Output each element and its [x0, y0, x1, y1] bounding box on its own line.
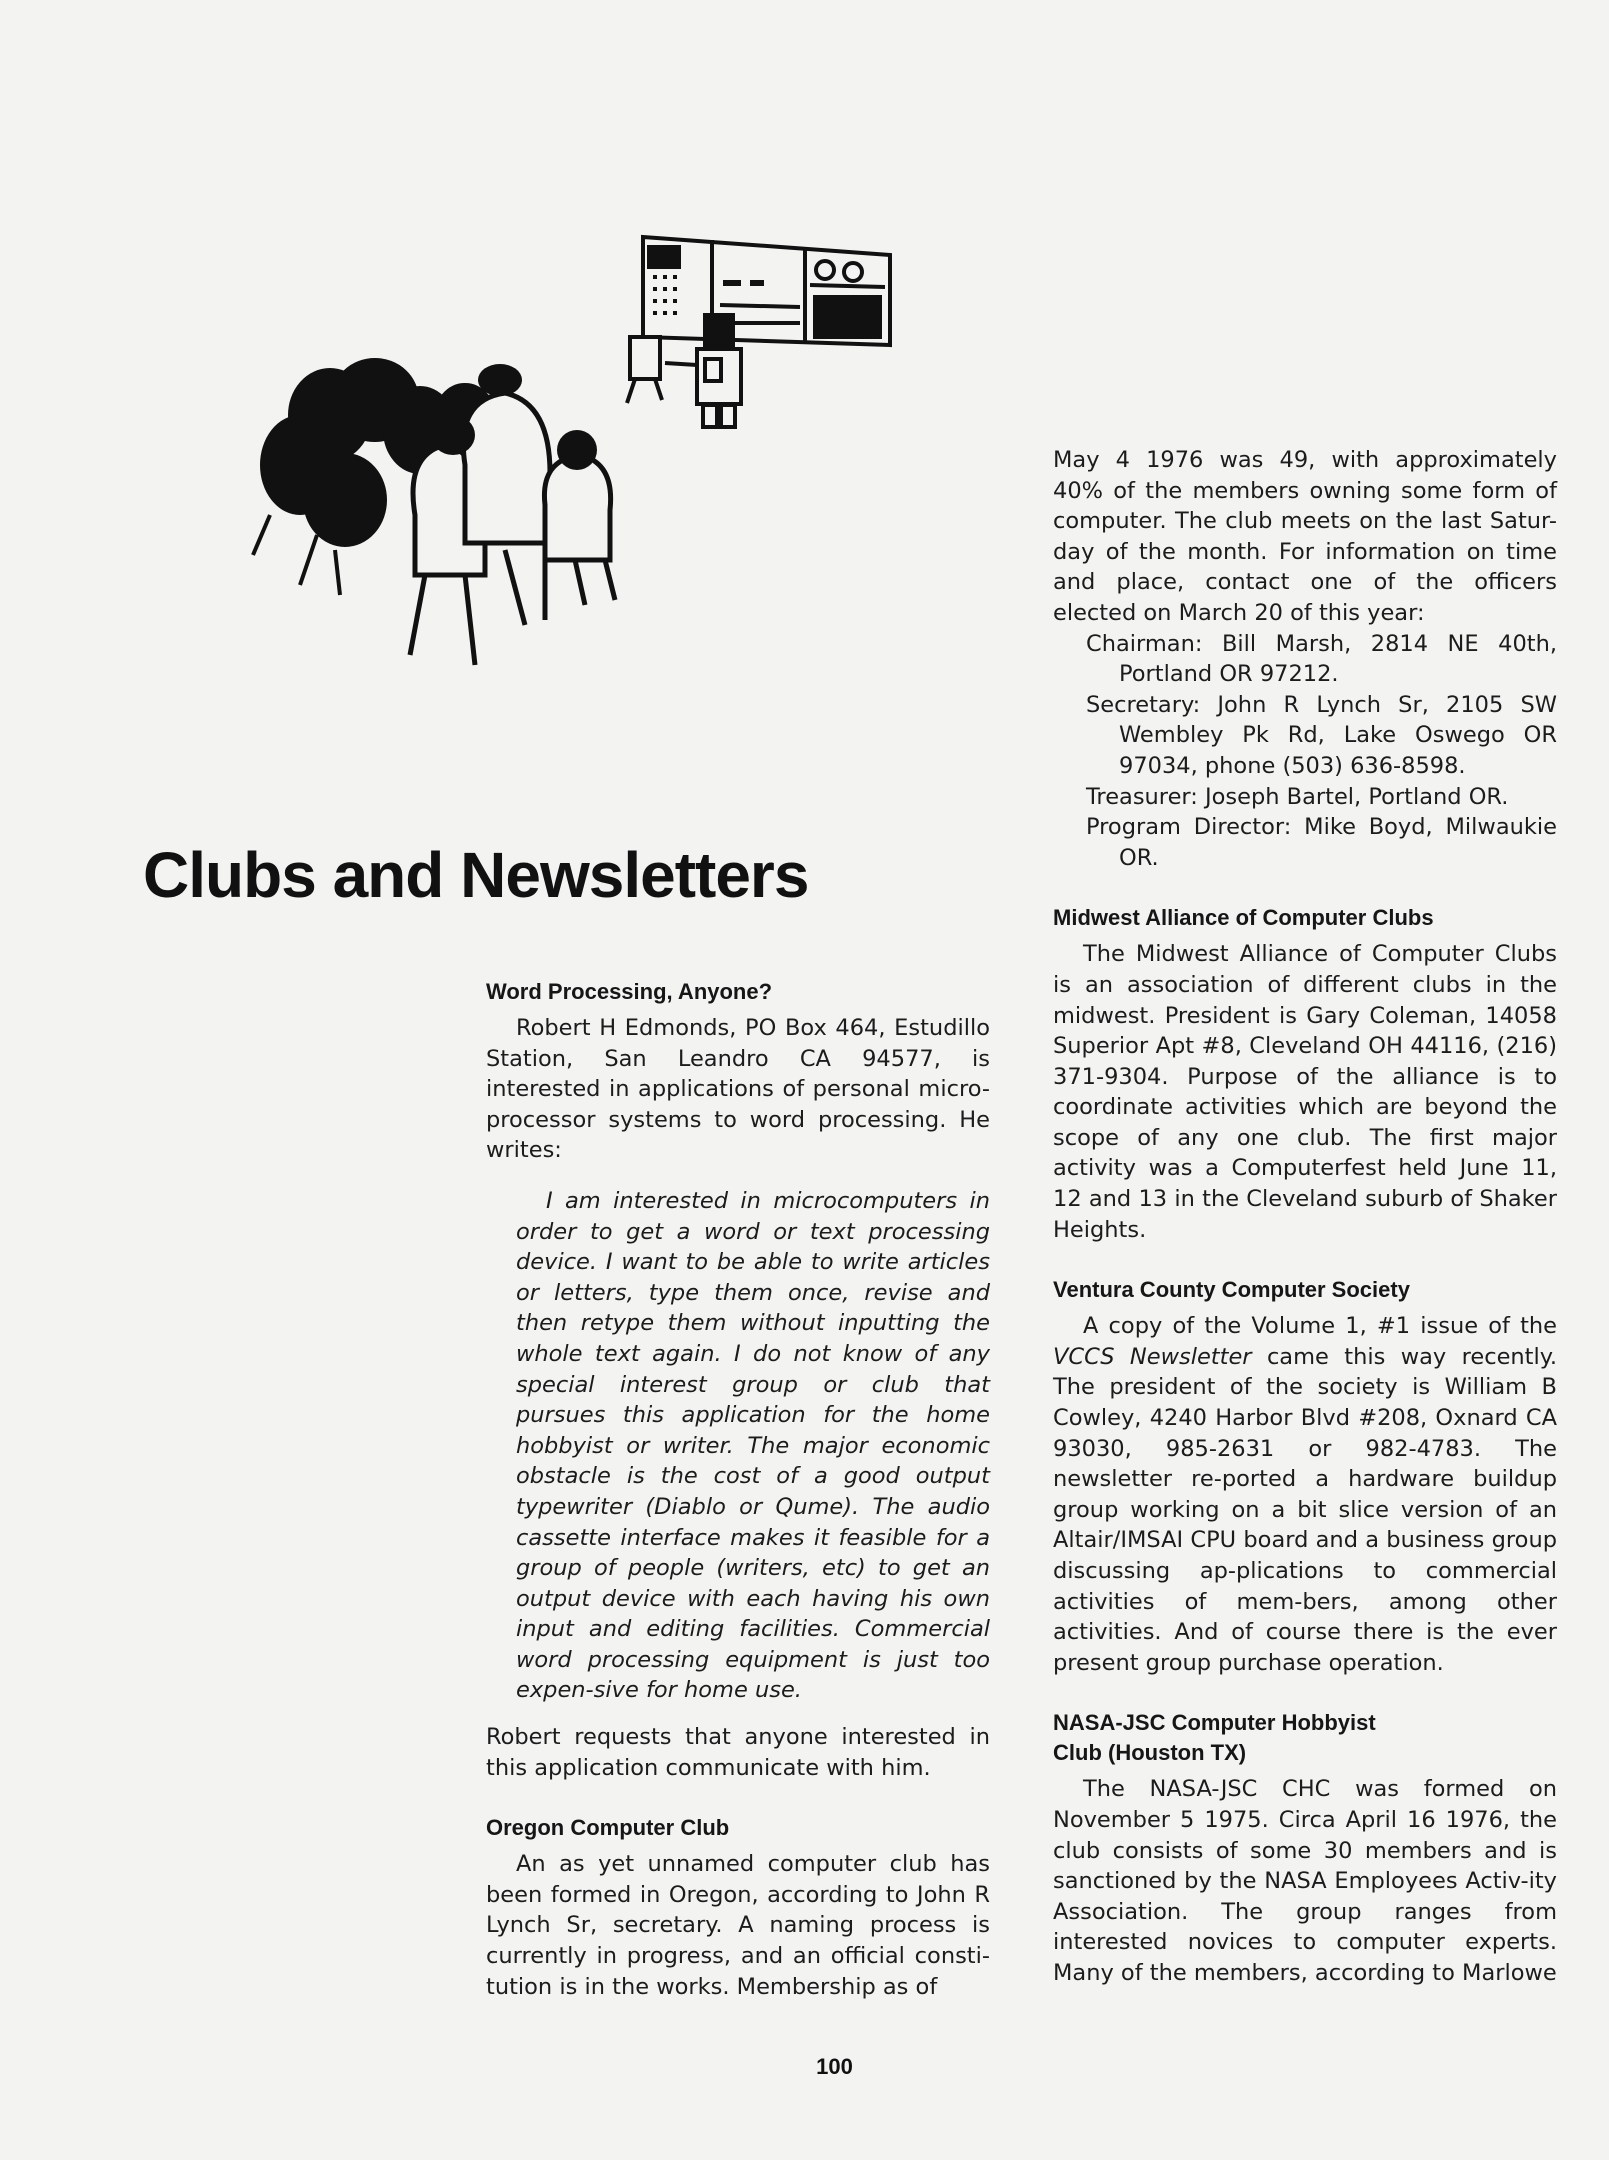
article-paragraph: Robert requests that anyone interested in this application communicate with him. — [486, 1724, 990, 1781]
officer-details: Joseph Bartel, Portland OR. — [1205, 783, 1509, 810]
article-ventura-county — [1053, 1275, 1557, 1678]
article-paragraph: Robert H Edmonds, PO Box 464, Estudillo Station, San Leandro CA 94577, is interested in applications of personal micro-processor systems to word processing. He writes: — [486, 1015, 990, 1164]
article-paragraph: An as yet unnamed computer club has been formed in Oregon, according to John R Lynch Sr, secretary. A naming process is currently in progress, and an official consti-tution is in the works. Membership as of — [486, 1851, 990, 2000]
article-nasa-jsc — [1053, 1708, 1557, 1988]
robot-presentation-illustration — [225, 225, 895, 795]
article-paragraph — [1053, 1311, 1557, 1678]
block-quote: I am interested in microcomputers in order to get a word or text processing device. I want to be able to write articles or letters, type them once, revise and then retype them without inputting the whole text again. I do not know of any special interest group or club that pursues this application for the home hobbyist or writer. The major economic obstacle is the cost of a good output typewriter (Diablo or Qume). The audio cassette interface makes it feasible for a group of people (writers, etc) to get an output device with each having his own input and editing facilities. Commercial word processing equipment is just too expen-sive for home use. — [516, 1187, 990, 1704]
article-oregon-continued — [1053, 445, 1557, 873]
officer-entry — [1053, 629, 1557, 690]
right-column — [1053, 445, 1557, 2019]
officer-details: John R Lynch Sr, 2105 SW Wembley Pk Rd, Lake Oswego OR 97034, phone (503) 636-8598. — [1119, 691, 1558, 779]
text-span: came this way recently. The president of the society is William B Cowley, 4240 Harbor Blvd #208, Oxnard CA 93030, 985-2631 or 982-4783. The newsletter re-ported a hardware buildup group working on a bit slice version of an Altair/IMSAI CPU board and a business group discussing ap-plications to commercial activities of mem-bers, among other activities. And of course there is the ever present group purchase operation. — [1053, 1343, 1558, 1676]
page-title: Clubs and Newsletters — [143, 839, 809, 911]
article-word-processing — [486, 977, 990, 1783]
computer-panel-icon — [643, 237, 890, 345]
article-midwest-alliance — [1053, 903, 1557, 1245]
officer-entry — [1053, 782, 1557, 813]
section-heading: Ventura County Computer Society — [1053, 1277, 1410, 1303]
section-heading: Oregon Computer Club — [486, 1815, 730, 1841]
heading-line: Club (Houston TX) — [1053, 1740, 1247, 1766]
article-paragraph: The NASA-JSC CHC was formed on November 5 1975. Circa April 16 1976, the club consists of some 30 members and is sanctioned by the NASA Employees Activ-ity Association. The group ranges from interested novices to computer experts. Many of the members, according to Marlowe — [1053, 1776, 1557, 1986]
officer-role: Chairman: — [1086, 630, 1203, 657]
article-paragraph: The Midwest Alliance of Computer Clubs is an association of different clubs in the midwest. President is Gary Coleman, 14058 Superior Apt #8, Cleveland OH 44116, (216) 371-9304. Purpose of the alliance is to coordinate activities which are beyond the scope of any one club. The first major activity was a Computerfest held June 11, 12 and 13 in the Cleveland suburb of Shaker Heights. — [1053, 941, 1557, 1243]
heading-line: NASA-JSC Computer Hobbyist — [1053, 1710, 1376, 1736]
page-number-text: 100 — [816, 2054, 853, 2079]
officer-details: Mike Boyd, Milwaukie OR. — [1119, 814, 1558, 871]
article-paragraph: May 4 1976 was 49, with approximately 40% of the members owning some form of computer. The club meets on the last Satur-day of the month. For information on time and place, contact one of the officers elected on March 20 of this year: — [1053, 447, 1557, 626]
section-heading: Midwest Alliance of Computer Clubs — [1053, 905, 1434, 931]
officer-role: Program Director: — [1086, 814, 1292, 841]
left-column — [486, 977, 990, 2032]
officer-role: Secretary: — [1086, 691, 1201, 718]
officer-details: Bill Marsh, 2814 NE 40th, Portland OR 97212. — [1119, 630, 1557, 688]
newsletter-title: VCCS Newsletter — [1053, 1343, 1252, 1370]
officer-entry — [1053, 812, 1557, 873]
text-span: A copy of the Volume 1, #1 issue of the — [1083, 1313, 1557, 1340]
officer-list — [1053, 629, 1557, 874]
page-number — [0, 2054, 1609, 2080]
officer-role: Treasurer: — [1086, 783, 1198, 810]
section-heading: Word Processing, Anyone? — [486, 979, 773, 1004]
article-oregon-computer-club — [486, 1813, 990, 2002]
easel-icon — [627, 337, 662, 403]
section-heading — [1053, 1708, 1557, 1768]
officer-entry — [1053, 690, 1557, 782]
